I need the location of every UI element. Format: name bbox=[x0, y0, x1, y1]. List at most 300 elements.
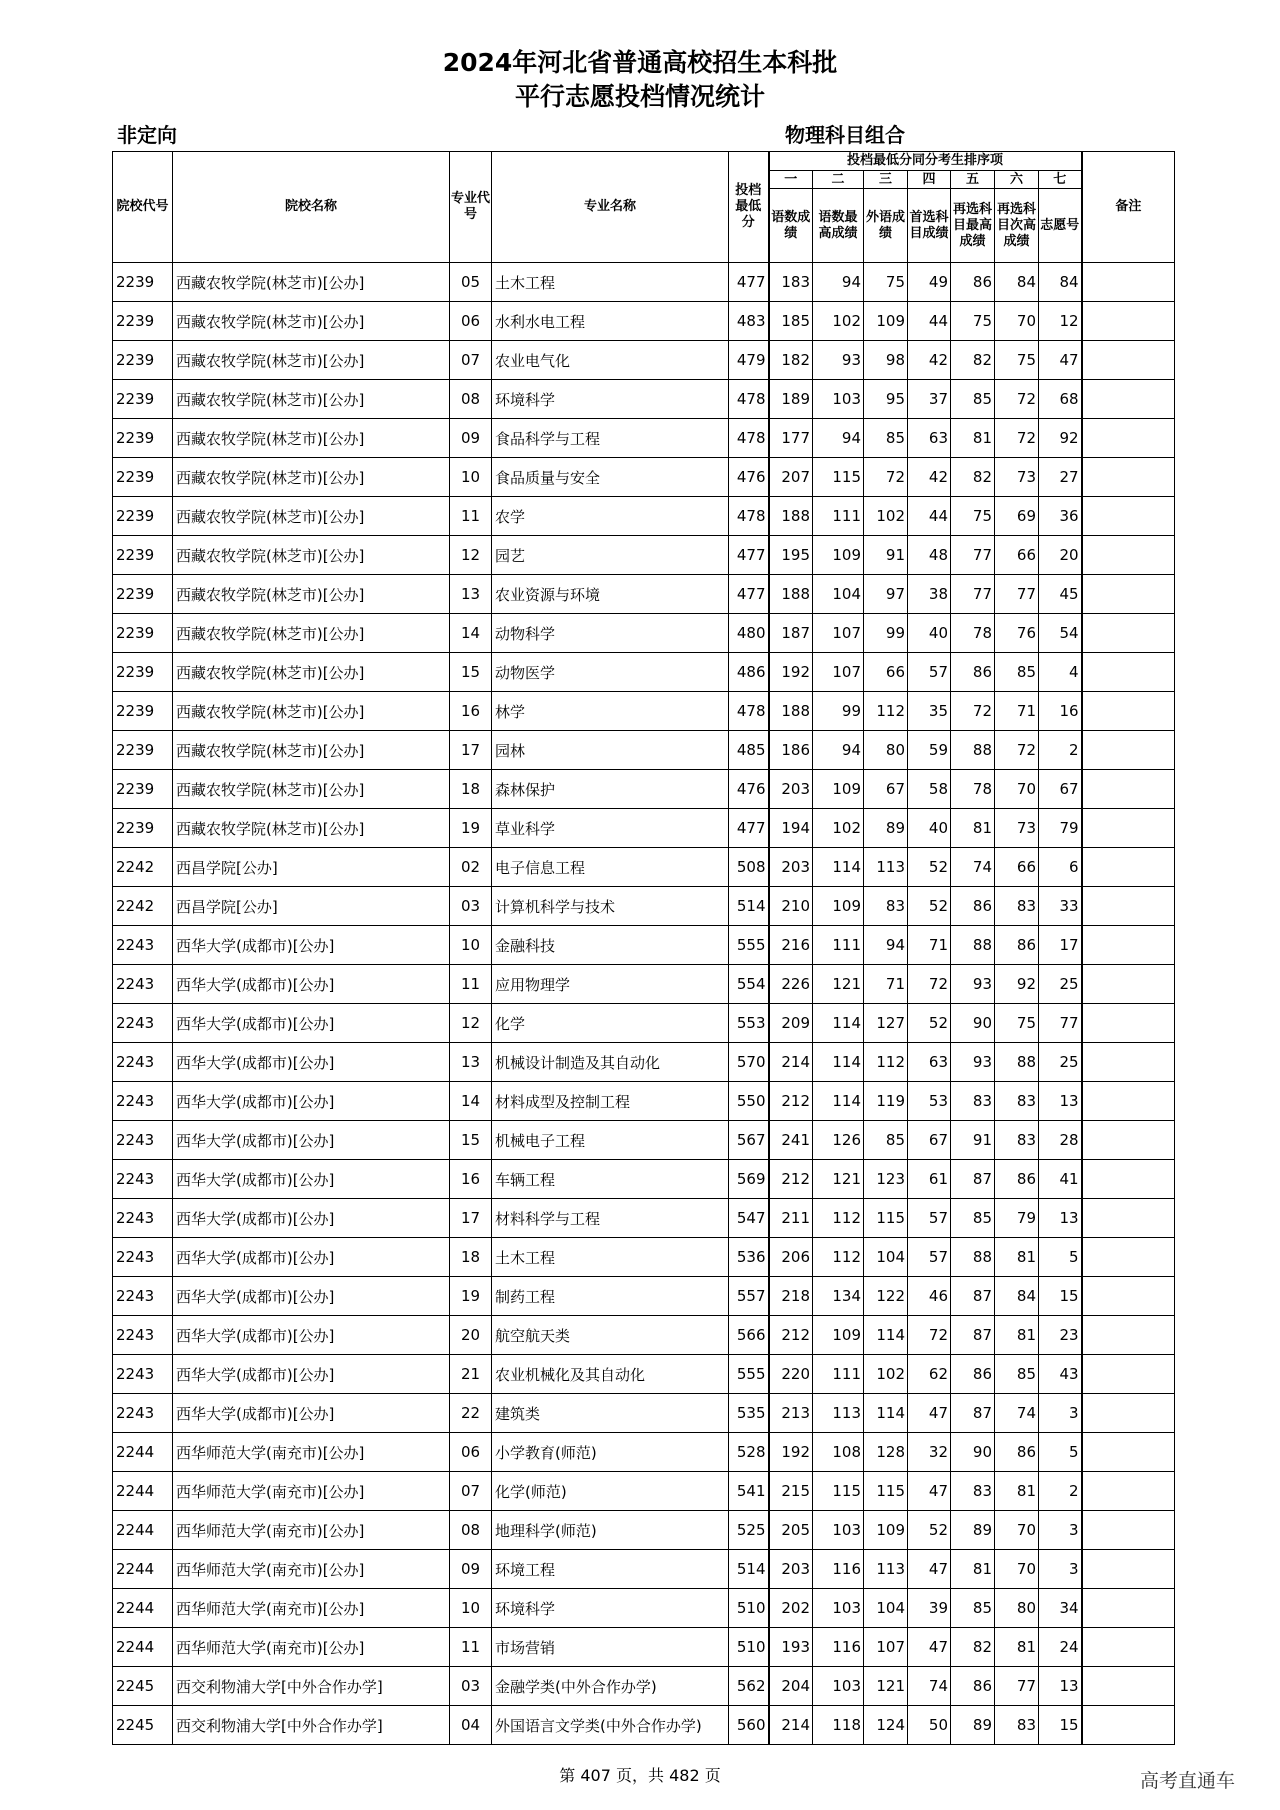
sort-value-cell: 115 bbox=[813, 458, 864, 497]
major-code-cell: 10 bbox=[450, 458, 492, 497]
table-row bbox=[113, 1238, 1175, 1277]
major-code-cell: 14 bbox=[450, 614, 492, 653]
sort-value-cell: 81 bbox=[995, 1472, 1039, 1511]
table-row bbox=[113, 1160, 1175, 1199]
school-name-cell: 西藏农牧学院(林芝市)[公办] bbox=[173, 770, 450, 809]
sort-value-cell: 80 bbox=[995, 1589, 1039, 1628]
min-score-cell: 570 bbox=[729, 1043, 769, 1082]
major-name-cell: 材料成型及控制工程 bbox=[492, 1082, 729, 1121]
school-code-cell: 2243 bbox=[113, 1199, 173, 1238]
table-row bbox=[113, 731, 1175, 770]
major-code-cell: 17 bbox=[450, 1199, 492, 1238]
school-name-cell: 西藏农牧学院(林芝市)[公办] bbox=[173, 536, 450, 575]
major-name-cell: 森林保护 bbox=[492, 770, 729, 809]
sort-value-cell: 12 bbox=[1039, 302, 1082, 341]
sort-value-cell: 204 bbox=[769, 1667, 813, 1706]
major-name-cell: 农业电气化 bbox=[492, 341, 729, 380]
sort-value-cell: 114 bbox=[813, 1043, 864, 1082]
table-row bbox=[113, 575, 1175, 614]
major-name-cell: 林学 bbox=[492, 692, 729, 731]
sort-value-cell: 71 bbox=[864, 965, 908, 1004]
major-name-cell: 材料科学与工程 bbox=[492, 1199, 729, 1238]
sort-value-cell: 87 bbox=[951, 1160, 995, 1199]
sort-value-cell: 119 bbox=[864, 1082, 908, 1121]
sort-value-cell: 83 bbox=[995, 887, 1039, 926]
sort-value-cell: 77 bbox=[951, 536, 995, 575]
min-score-cell: 477 bbox=[729, 263, 769, 302]
sort-value-cell: 24 bbox=[1039, 1628, 1082, 1667]
major-name-cell: 食品质量与安全 bbox=[492, 458, 729, 497]
sort-value-cell: 241 bbox=[769, 1121, 813, 1160]
sort-value-cell: 206 bbox=[769, 1238, 813, 1277]
sort-value-cell: 57 bbox=[908, 1199, 951, 1238]
sort-value-cell: 94 bbox=[813, 731, 864, 770]
sort-value-cell: 71 bbox=[908, 926, 951, 965]
major-name-cell: 土木工程 bbox=[492, 263, 729, 302]
header-school-code: 院校代号 bbox=[113, 152, 173, 263]
school-name-cell: 西藏农牧学院(林芝市)[公办] bbox=[173, 731, 450, 770]
sort-value-cell: 109 bbox=[864, 302, 908, 341]
table-row bbox=[113, 1706, 1175, 1745]
major-code-cell: 11 bbox=[450, 497, 492, 536]
note-cell bbox=[1082, 692, 1175, 731]
school-code-cell: 2244 bbox=[113, 1589, 173, 1628]
sort-value-cell: 192 bbox=[769, 653, 813, 692]
sort-value-cell: 40 bbox=[908, 614, 951, 653]
major-name-cell: 动物科学 bbox=[492, 614, 729, 653]
sort-value-cell: 88 bbox=[951, 1238, 995, 1277]
sort-value-cell: 124 bbox=[864, 1706, 908, 1745]
school-code-cell: 2243 bbox=[113, 1277, 173, 1316]
major-name-cell: 化学(师范) bbox=[492, 1472, 729, 1511]
sort-value-cell: 91 bbox=[951, 1121, 995, 1160]
sort-value-cell: 104 bbox=[864, 1589, 908, 1628]
table-row bbox=[113, 1043, 1175, 1082]
school-code-cell: 2243 bbox=[113, 1355, 173, 1394]
sort-value-cell: 3 bbox=[1039, 1511, 1082, 1550]
sort-value-cell: 123 bbox=[864, 1160, 908, 1199]
sort-value-cell: 114 bbox=[813, 848, 864, 887]
sort-value-cell: 40 bbox=[908, 809, 951, 848]
school-name-cell: 西华师范大学(南充市)[公办] bbox=[173, 1550, 450, 1589]
school-name-cell: 西华师范大学(南充市)[公办] bbox=[173, 1433, 450, 1472]
min-score-cell: 476 bbox=[729, 458, 769, 497]
sort-value-cell: 103 bbox=[813, 1589, 864, 1628]
sort-value-cell: 36 bbox=[1039, 497, 1082, 536]
header-ord: 四 bbox=[908, 171, 951, 189]
sort-value-cell: 183 bbox=[769, 263, 813, 302]
sort-value-cell: 23 bbox=[1039, 1316, 1082, 1355]
note-cell bbox=[1082, 887, 1175, 926]
table-row bbox=[113, 1277, 1175, 1316]
min-score-cell: 477 bbox=[729, 536, 769, 575]
note-cell bbox=[1082, 1160, 1175, 1199]
major-code-cell: 19 bbox=[450, 1277, 492, 1316]
school-code-cell: 2244 bbox=[113, 1433, 173, 1472]
major-name-cell: 环境科学 bbox=[492, 1589, 729, 1628]
table-row bbox=[113, 1433, 1175, 1472]
sort-value-cell: 112 bbox=[864, 1043, 908, 1082]
sort-value-cell: 220 bbox=[769, 1355, 813, 1394]
major-code-cell: 08 bbox=[450, 380, 492, 419]
note-cell bbox=[1082, 419, 1175, 458]
min-score-cell: 557 bbox=[729, 1277, 769, 1316]
sort-value-cell: 16 bbox=[1039, 692, 1082, 731]
major-name-cell: 小学教育(师范) bbox=[492, 1433, 729, 1472]
sort-value-cell: 71 bbox=[995, 692, 1039, 731]
sort-value-cell: 75 bbox=[864, 263, 908, 302]
min-score-cell: 555 bbox=[729, 926, 769, 965]
major-code-cell: 03 bbox=[450, 887, 492, 926]
sort-value-cell: 13 bbox=[1039, 1082, 1082, 1121]
sort-value-cell: 98 bbox=[864, 341, 908, 380]
table-row bbox=[113, 1394, 1175, 1433]
sort-value-cell: 48 bbox=[908, 536, 951, 575]
sort-value-cell: 41 bbox=[1039, 1160, 1082, 1199]
major-name-cell: 草业科学 bbox=[492, 809, 729, 848]
sort-value-cell: 62 bbox=[908, 1355, 951, 1394]
sort-value-cell: 89 bbox=[951, 1706, 995, 1745]
sort-value-cell: 84 bbox=[995, 263, 1039, 302]
min-score-cell: 566 bbox=[729, 1316, 769, 1355]
school-code-cell: 2243 bbox=[113, 1121, 173, 1160]
sort-value-cell: 88 bbox=[951, 731, 995, 770]
school-code-cell: 2239 bbox=[113, 692, 173, 731]
major-code-cell: 19 bbox=[450, 809, 492, 848]
table-body bbox=[113, 263, 1175, 1745]
note-cell bbox=[1082, 380, 1175, 419]
sort-value-cell: 102 bbox=[864, 1355, 908, 1394]
school-name-cell: 西藏农牧学院(林芝市)[公办] bbox=[173, 419, 450, 458]
header-item: 外语成绩 bbox=[864, 189, 908, 263]
school-name-cell: 西华大学(成都市)[公办] bbox=[173, 1394, 450, 1433]
sort-value-cell: 109 bbox=[813, 1316, 864, 1355]
header-ord: 二 bbox=[813, 171, 864, 189]
major-name-cell: 化学 bbox=[492, 1004, 729, 1043]
note-cell bbox=[1082, 653, 1175, 692]
school-code-cell: 2243 bbox=[113, 1394, 173, 1433]
sort-value-cell: 57 bbox=[908, 1238, 951, 1277]
school-code-cell: 2244 bbox=[113, 1628, 173, 1667]
sort-value-cell: 215 bbox=[769, 1472, 813, 1511]
sort-value-cell: 72 bbox=[908, 965, 951, 1004]
major-code-cell: 04 bbox=[450, 1706, 492, 1745]
sort-value-cell: 53 bbox=[908, 1082, 951, 1121]
sort-value-cell: 85 bbox=[951, 380, 995, 419]
watermark: 高考直通车 bbox=[1140, 1770, 1236, 1792]
sort-value-cell: 109 bbox=[813, 770, 864, 809]
note-cell bbox=[1082, 809, 1175, 848]
school-name-cell: 西藏农牧学院(林芝市)[公办] bbox=[173, 341, 450, 380]
major-code-cell: 09 bbox=[450, 419, 492, 458]
sort-value-cell: 47 bbox=[1039, 341, 1082, 380]
school-name-cell: 西交利物浦大学[中外合作办学] bbox=[173, 1667, 450, 1706]
sort-value-cell: 203 bbox=[769, 1550, 813, 1589]
school-code-cell: 2243 bbox=[113, 1316, 173, 1355]
sort-value-cell: 91 bbox=[864, 536, 908, 575]
sort-value-cell: 78 bbox=[951, 770, 995, 809]
table-row bbox=[113, 536, 1175, 575]
school-name-cell: 西藏农牧学院(林芝市)[公办] bbox=[173, 302, 450, 341]
major-name-cell: 市场营销 bbox=[492, 1628, 729, 1667]
sort-value-cell: 189 bbox=[769, 380, 813, 419]
table-row bbox=[113, 809, 1175, 848]
major-name-cell: 车辆工程 bbox=[492, 1160, 729, 1199]
sort-value-cell: 103 bbox=[813, 1667, 864, 1706]
min-score-cell: 477 bbox=[729, 575, 769, 614]
note-cell bbox=[1082, 1238, 1175, 1277]
note-cell bbox=[1082, 1082, 1175, 1121]
sort-value-cell: 6 bbox=[1039, 848, 1082, 887]
sort-value-cell: 2 bbox=[1039, 731, 1082, 770]
major-name-cell: 应用物理学 bbox=[492, 965, 729, 1004]
header-item: 再选科目次高成绩 bbox=[995, 189, 1039, 263]
sort-value-cell: 192 bbox=[769, 1433, 813, 1472]
min-score-cell: 555 bbox=[729, 1355, 769, 1394]
note-cell bbox=[1082, 302, 1175, 341]
table-row bbox=[113, 1550, 1175, 1589]
school-code-cell: 2242 bbox=[113, 887, 173, 926]
school-name-cell: 西华师范大学(南充市)[公办] bbox=[173, 1589, 450, 1628]
sort-value-cell: 103 bbox=[813, 380, 864, 419]
sort-value-cell: 75 bbox=[995, 1004, 1039, 1043]
sort-value-cell: 73 bbox=[995, 458, 1039, 497]
sort-value-cell: 195 bbox=[769, 536, 813, 575]
table-row bbox=[113, 926, 1175, 965]
sort-value-cell: 58 bbox=[908, 770, 951, 809]
min-score-cell: 478 bbox=[729, 380, 769, 419]
school-name-cell: 西昌学院[公办] bbox=[173, 848, 450, 887]
note-cell bbox=[1082, 263, 1175, 302]
min-score-cell: 478 bbox=[729, 497, 769, 536]
sort-value-cell: 52 bbox=[908, 1511, 951, 1550]
sort-value-cell: 83 bbox=[951, 1082, 995, 1121]
sort-value-cell: 113 bbox=[864, 1550, 908, 1589]
sort-value-cell: 89 bbox=[864, 809, 908, 848]
major-name-cell: 航空航天类 bbox=[492, 1316, 729, 1355]
table-row bbox=[113, 497, 1175, 536]
sort-value-cell: 90 bbox=[951, 1004, 995, 1043]
min-score-cell: 569 bbox=[729, 1160, 769, 1199]
sort-value-cell: 212 bbox=[769, 1316, 813, 1355]
sort-value-cell: 99 bbox=[813, 692, 864, 731]
sort-value-cell: 74 bbox=[908, 1667, 951, 1706]
page-number: 第 407 页，共 482 页 bbox=[559, 1766, 721, 1785]
sort-value-cell: 32 bbox=[908, 1433, 951, 1472]
sort-value-cell: 187 bbox=[769, 614, 813, 653]
header-ord: 一 bbox=[769, 171, 813, 189]
sort-value-cell: 27 bbox=[1039, 458, 1082, 497]
sort-value-cell: 17 bbox=[1039, 926, 1082, 965]
note-cell bbox=[1082, 497, 1175, 536]
sort-value-cell: 121 bbox=[813, 1160, 864, 1199]
note-cell bbox=[1082, 458, 1175, 497]
sort-value-cell: 86 bbox=[951, 887, 995, 926]
table-row bbox=[113, 770, 1175, 809]
sort-value-cell: 104 bbox=[864, 1238, 908, 1277]
major-code-cell: 13 bbox=[450, 1043, 492, 1082]
sort-value-cell: 82 bbox=[951, 458, 995, 497]
school-code-cell: 2244 bbox=[113, 1472, 173, 1511]
note-cell bbox=[1082, 848, 1175, 887]
sort-value-cell: 82 bbox=[951, 341, 995, 380]
note-cell bbox=[1082, 614, 1175, 653]
school-code-cell: 2243 bbox=[113, 926, 173, 965]
major-code-cell: 03 bbox=[450, 1667, 492, 1706]
subject-combination-label: 物理科目组合 bbox=[785, 123, 905, 147]
school-code-cell: 2239 bbox=[113, 536, 173, 575]
sort-value-cell: 61 bbox=[908, 1160, 951, 1199]
min-score-cell: 541 bbox=[729, 1472, 769, 1511]
school-code-cell: 2239 bbox=[113, 614, 173, 653]
major-name-cell: 园艺 bbox=[492, 536, 729, 575]
sort-value-cell: 83 bbox=[995, 1082, 1039, 1121]
sort-value-cell: 37 bbox=[908, 380, 951, 419]
major-code-cell: 07 bbox=[450, 1472, 492, 1511]
school-code-cell: 2245 bbox=[113, 1667, 173, 1706]
sort-value-cell: 188 bbox=[769, 497, 813, 536]
table-row bbox=[113, 1199, 1175, 1238]
major-name-cell: 水利水电工程 bbox=[492, 302, 729, 341]
min-score-cell: 480 bbox=[729, 614, 769, 653]
sort-value-cell: 99 bbox=[864, 614, 908, 653]
school-code-cell: 2244 bbox=[113, 1511, 173, 1550]
school-name-cell: 西华大学(成都市)[公办] bbox=[173, 926, 450, 965]
major-name-cell: 计算机科学与技术 bbox=[492, 887, 729, 926]
major-code-cell: 15 bbox=[450, 1121, 492, 1160]
school-code-cell: 2245 bbox=[113, 1706, 173, 1745]
min-score-cell: 567 bbox=[729, 1121, 769, 1160]
major-name-cell: 制药工程 bbox=[492, 1277, 729, 1316]
sort-value-cell: 112 bbox=[813, 1238, 864, 1277]
sort-value-cell: 86 bbox=[951, 653, 995, 692]
school-name-cell: 西华大学(成都市)[公办] bbox=[173, 1004, 450, 1043]
school-code-cell: 2239 bbox=[113, 575, 173, 614]
sort-value-cell: 87 bbox=[951, 1316, 995, 1355]
school-name-cell: 西昌学院[公办] bbox=[173, 887, 450, 926]
sort-value-cell: 5 bbox=[1039, 1238, 1082, 1277]
sort-value-cell: 3 bbox=[1039, 1550, 1082, 1589]
sort-value-cell: 114 bbox=[864, 1316, 908, 1355]
sort-value-cell: 81 bbox=[951, 419, 995, 458]
sort-value-cell: 86 bbox=[951, 263, 995, 302]
major-name-cell: 食品科学与工程 bbox=[492, 419, 729, 458]
note-cell bbox=[1082, 341, 1175, 380]
sort-value-cell: 85 bbox=[995, 1355, 1039, 1394]
sort-value-cell: 77 bbox=[1039, 1004, 1082, 1043]
sort-value-cell: 46 bbox=[908, 1277, 951, 1316]
header-major-code: 专业代号 bbox=[450, 152, 492, 263]
major-name-cell: 机械设计制造及其自动化 bbox=[492, 1043, 729, 1082]
min-score-cell: 554 bbox=[729, 965, 769, 1004]
table-row bbox=[113, 1355, 1175, 1394]
sort-value-cell: 188 bbox=[769, 575, 813, 614]
min-score-cell: 525 bbox=[729, 1511, 769, 1550]
sort-value-cell: 85 bbox=[995, 653, 1039, 692]
sort-value-cell: 81 bbox=[951, 1550, 995, 1589]
min-score-cell: 547 bbox=[729, 1199, 769, 1238]
sort-value-cell: 75 bbox=[995, 341, 1039, 380]
school-name-cell: 西藏农牧学院(林芝市)[公办] bbox=[173, 380, 450, 419]
min-score-cell: 536 bbox=[729, 1238, 769, 1277]
school-name-cell: 西藏农牧学院(林芝市)[公办] bbox=[173, 614, 450, 653]
major-name-cell: 农业资源与环境 bbox=[492, 575, 729, 614]
sort-value-cell: 112 bbox=[813, 1199, 864, 1238]
min-score-cell: 553 bbox=[729, 1004, 769, 1043]
sort-value-cell: 111 bbox=[813, 497, 864, 536]
note-cell bbox=[1082, 1706, 1175, 1745]
sort-value-cell: 34 bbox=[1039, 1589, 1082, 1628]
major-code-cell: 14 bbox=[450, 1082, 492, 1121]
table-row bbox=[113, 1121, 1175, 1160]
sort-value-cell: 73 bbox=[995, 809, 1039, 848]
sort-value-cell: 108 bbox=[813, 1433, 864, 1472]
major-name-cell: 农业机械化及其自动化 bbox=[492, 1355, 729, 1394]
note-cell bbox=[1082, 1277, 1175, 1316]
sort-value-cell: 45 bbox=[1039, 575, 1082, 614]
major-code-cell: 06 bbox=[450, 302, 492, 341]
sort-value-cell: 95 bbox=[864, 380, 908, 419]
sort-value-cell: 111 bbox=[813, 926, 864, 965]
sort-value-cell: 3 bbox=[1039, 1394, 1082, 1433]
table-row bbox=[113, 263, 1175, 302]
note-cell bbox=[1082, 965, 1175, 1004]
header-item: 语数成绩 bbox=[769, 189, 813, 263]
table-row bbox=[113, 458, 1175, 497]
note-cell bbox=[1082, 1394, 1175, 1433]
sort-value-cell: 80 bbox=[864, 731, 908, 770]
sort-value-cell: 107 bbox=[864, 1628, 908, 1667]
sort-value-cell: 13 bbox=[1039, 1199, 1082, 1238]
sort-value-cell: 85 bbox=[951, 1199, 995, 1238]
major-code-cell: 20 bbox=[450, 1316, 492, 1355]
header-ord: 六 bbox=[995, 171, 1039, 189]
table-row bbox=[113, 1667, 1175, 1706]
note-cell bbox=[1082, 1199, 1175, 1238]
header-ord: 五 bbox=[951, 171, 995, 189]
major-name-cell: 外国语言文学类(中外合作办学) bbox=[492, 1706, 729, 1745]
sort-value-cell: 57 bbox=[908, 653, 951, 692]
sort-value-cell: 107 bbox=[813, 653, 864, 692]
sort-value-cell: 86 bbox=[995, 1433, 1039, 1472]
sort-value-cell: 127 bbox=[864, 1004, 908, 1043]
school-code-cell: 2243 bbox=[113, 1043, 173, 1082]
sort-value-cell: 113 bbox=[864, 848, 908, 887]
sort-value-cell: 121 bbox=[813, 965, 864, 1004]
sort-value-cell: 52 bbox=[908, 848, 951, 887]
note-cell bbox=[1082, 926, 1175, 965]
sort-value-cell: 86 bbox=[995, 1160, 1039, 1199]
major-name-cell: 农学 bbox=[492, 497, 729, 536]
sort-value-cell: 92 bbox=[1039, 419, 1082, 458]
min-score-cell: 485 bbox=[729, 731, 769, 770]
note-cell bbox=[1082, 1511, 1175, 1550]
header-school-name: 院校名称 bbox=[173, 152, 450, 263]
sort-value-cell: 72 bbox=[995, 731, 1039, 770]
major-code-cell: 16 bbox=[450, 692, 492, 731]
school-name-cell: 西华大学(成都市)[公办] bbox=[173, 1277, 450, 1316]
sort-value-cell: 79 bbox=[995, 1199, 1039, 1238]
sort-value-cell: 75 bbox=[951, 497, 995, 536]
sort-value-cell: 70 bbox=[995, 302, 1039, 341]
sort-value-cell: 97 bbox=[864, 575, 908, 614]
sort-value-cell: 128 bbox=[864, 1433, 908, 1472]
school-name-cell: 西华大学(成都市)[公办] bbox=[173, 1238, 450, 1277]
sort-value-cell: 38 bbox=[908, 575, 951, 614]
major-code-cell: 07 bbox=[450, 341, 492, 380]
sort-value-cell: 213 bbox=[769, 1394, 813, 1433]
major-name-cell: 环境科学 bbox=[492, 380, 729, 419]
